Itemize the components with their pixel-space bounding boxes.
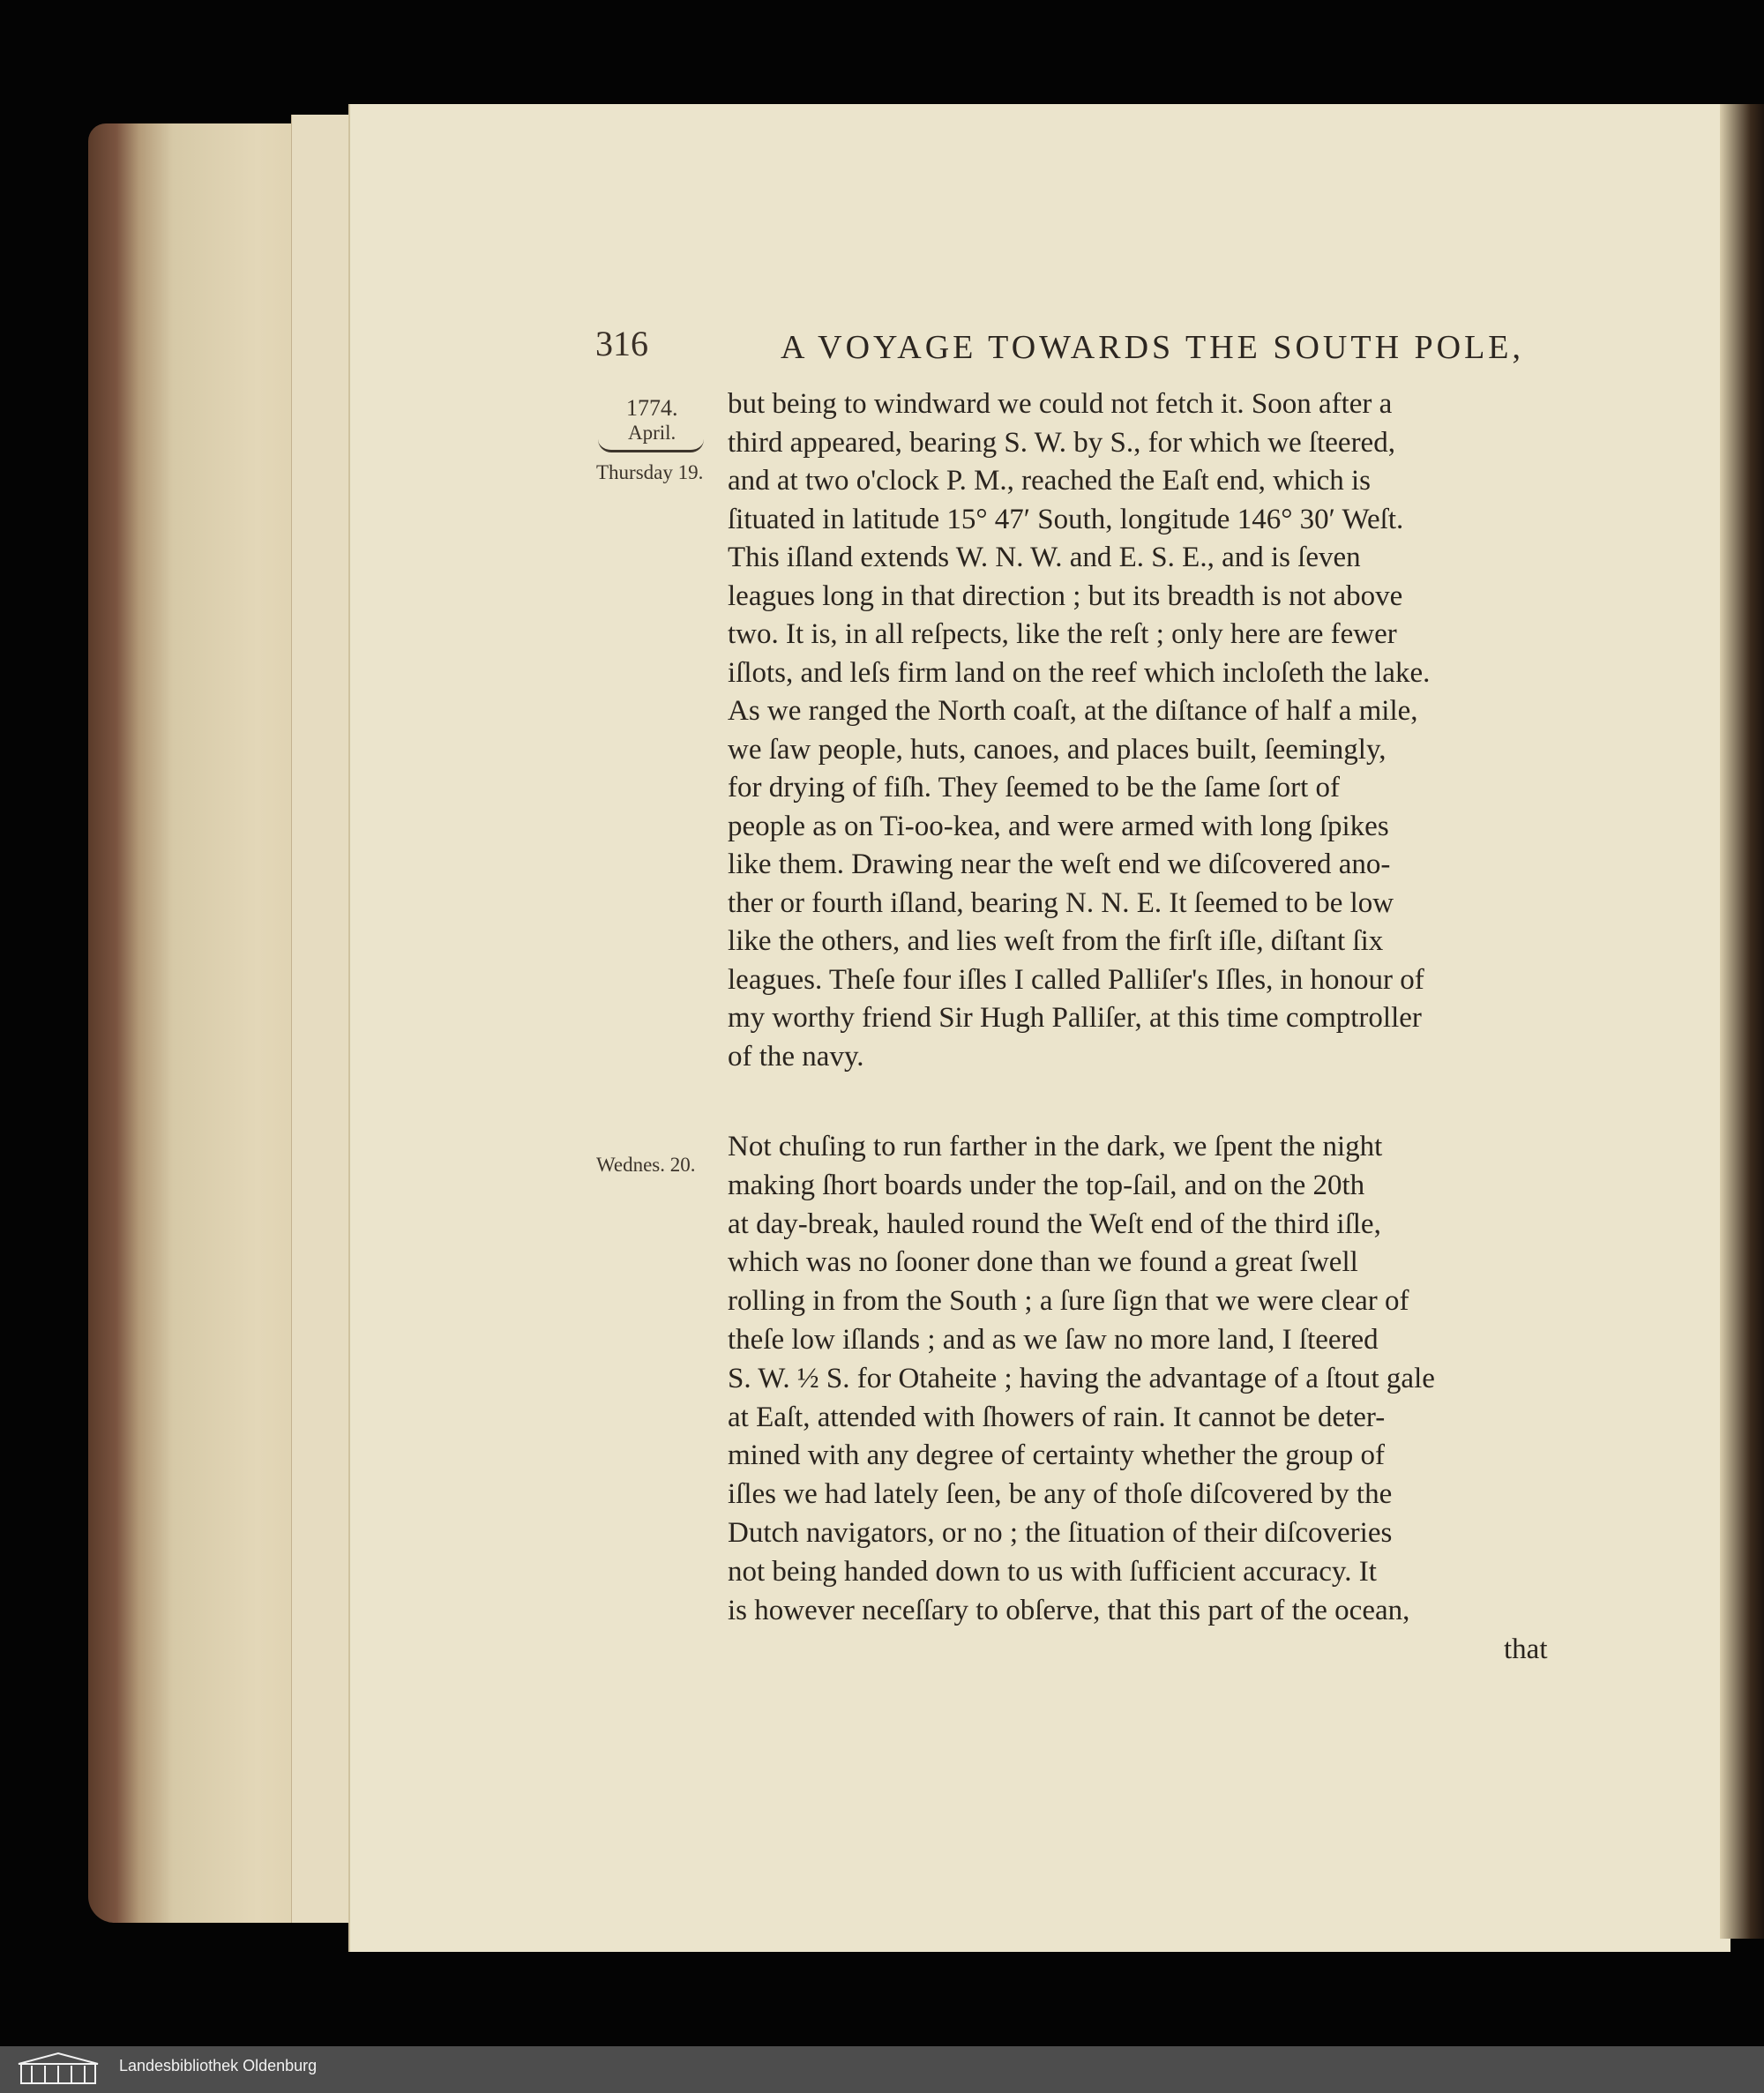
body-line: This iſland extends W. N. W. and E. S. E., and is ſeven [728,542,1361,573]
library-name: Landesbibliothek Oldenburg [119,2057,318,2074]
body-line: like the others, and lies weſt from the firſt iſle, diſtant ſix [728,925,1384,957]
body-line: we ſaw people, huts, canoes, and places built, ſeemingly, [728,733,1387,766]
body-line: my worthy friend Sir Hugh Palliſer, at this time comptroller [728,1002,1422,1034]
body-line: at day-break, hauled round the Weſt end of the third iſle, [728,1207,1381,1240]
body-line: making ſhort boards under the top-ſail, and on the 20th [728,1169,1365,1201]
body-line: not being handed down to us with ſufficient accuracy. It [728,1555,1377,1588]
margin-brace [598,439,704,452]
body-line: which was no ſooner done than we found a great ſwell [728,1246,1358,1279]
body-line: Not chuſing to run farther in the dark, we ſpent the night [728,1131,1383,1162]
body-line: for drying of fiſh. They ſeemed to be the ſame ſort of [728,772,1341,804]
body-line: but being to windward we could not fetch it. Soon after a [728,388,1393,420]
body-line: is however neceſſary to obſerve, that this part of the ocean, [728,1594,1410,1626]
margin-date-thursday: Thursday 19. [596,461,704,483]
body-line: third appeared, bearing S. W. by S., for which we ſteered, [728,426,1395,459]
margin-year: 1774. [626,395,678,421]
margin-month: April. [628,422,676,444]
body-line: ſituated in latitude 15° 47′ South, longitude 146° 30′ Weſt. [728,503,1404,535]
body-line: leagues long in that direction ; but its breadth is not above [728,579,1403,612]
margin-date-wednesday: Wednes. 20. [596,1154,696,1176]
body-line: like them. Drawing near the weſt end we diſcovered ano- [728,848,1391,880]
body-line: people as on Ti-oo-kea, and were armed with long ſpikes [728,810,1389,842]
body-line: As we ranged the North coaſt, at the diſtance of half a mile, [728,695,1418,727]
body-line: at Eaſt, attended with ſhowers of rain. It cannot be deter- [728,1401,1386,1433]
page-number: 316 [595,324,648,363]
body-line: iſles we had lately ſeen, be any of thoſe diſcovered by the [728,1478,1393,1511]
catchword: that [1504,1633,1548,1665]
page-stack [291,115,354,1923]
body-line: Dutch navigators, or no ; the ſituation of their diſcoveries [728,1517,1393,1549]
body-line: of the navy. [728,1040,864,1073]
body-line: two. It is, in all reſpects, like the reſt ; only here are fewer [728,618,1397,650]
book-spine-edge [1720,104,1764,1939]
body-line: leagues. Theſe four iſles I called Palliſer's Iſles, in honour of [728,963,1424,996]
body-line: rolling in from the South ; a ſure ſign that we were clear of [728,1285,1409,1318]
body-line: iſlots, and leſs firm land on the reef which incloſeth the lake. [728,656,1431,689]
body-line: mined with any degree of certainty whether the group of [728,1439,1385,1472]
body-line: and at two o'clock P. M., reached the Eaſt end, which is [728,465,1371,497]
body-line: theſe low iſlands ; and as we ſaw no more land, I ſteered [728,1324,1379,1356]
body-line: ther or fourth iſland, bearing N. N. E. It ſeemed to be low [728,886,1394,919]
library-building-icon [14,2052,102,2087]
running-title: A VOYAGE TOWARDS THE SOUTH POLE, [781,329,1525,366]
body-line: S. W. ½ S. for Otaheite ; having the advantage of a ſtout gale [728,1362,1435,1394]
